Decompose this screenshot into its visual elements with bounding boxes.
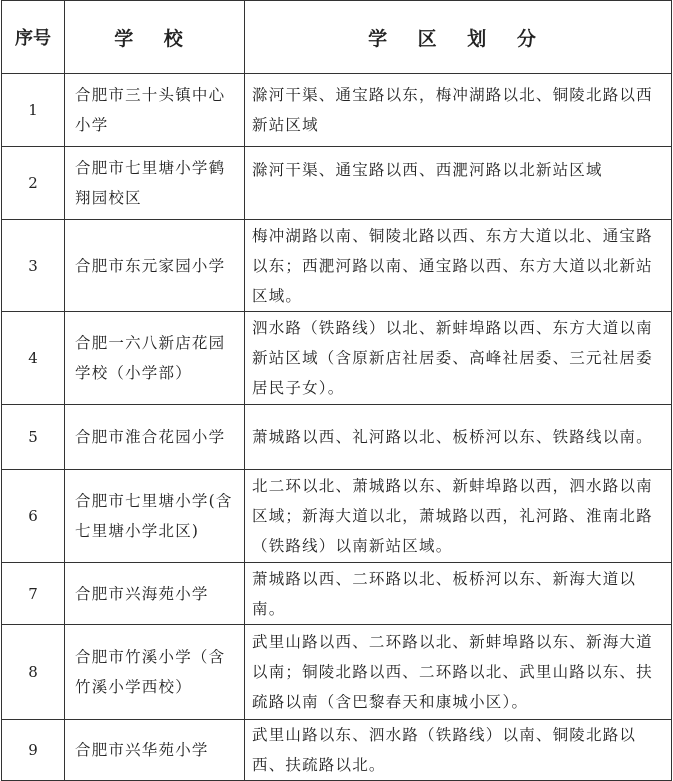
row-number: 9	[2, 720, 65, 781]
row-number: 8	[2, 625, 65, 720]
district-description: 滁河干渠、通宝路以东，梅冲湖路以北、铜陵北路以西新站区域	[245, 74, 672, 147]
table-row	[2, 405, 672, 470]
district-description: 武里山路以东、泗水路（铁路线）以南、铜陵北路以西、扶疏路以北。	[245, 720, 672, 781]
school-name: 合肥一六八新店花园学校（小学部）	[65, 312, 245, 405]
school-name: 合肥市七里塘小学鹤翔园校区	[65, 147, 245, 220]
row-number: 1	[2, 74, 65, 147]
header-no: 序号	[2, 1, 65, 74]
school-name: 合肥市淮合花园小学	[65, 405, 245, 470]
table-row	[2, 470, 672, 563]
row-number: 6	[2, 470, 65, 563]
school-name: 合肥市竹溪小学（含竹溪小学西校）	[65, 625, 245, 720]
school-name: 合肥市七里塘小学(含七里塘小学北区)	[65, 470, 245, 563]
header-district: 学 区 划 分	[245, 1, 672, 74]
row-number: 4	[2, 312, 65, 405]
table-row	[2, 312, 672, 405]
school-name: 合肥市兴华苑小学	[65, 720, 245, 781]
table-row	[2, 220, 672, 312]
school-name: 合肥市兴海苑小学	[65, 563, 245, 625]
district-description: 泗水路（铁路线）以北、新蚌埠路以西、东方大道以南新站区域（含原新店社居委、高峰社居委、三元社居委居民子女）。	[245, 312, 672, 405]
district-description: 梅冲湖路以南、铜陵北路以西、东方大道以北、通宝路以东；西淝河路以南、通宝路以西、东方大道以北新站区域。	[245, 220, 672, 312]
row-number: 2	[2, 147, 65, 220]
school-district-table	[1, 0, 672, 781]
table-row	[2, 74, 672, 147]
district-description: 萧城路以西、二环路以北、板桥河以东、新海大道以南。	[245, 563, 672, 625]
table-row	[2, 147, 672, 220]
row-number: 7	[2, 563, 65, 625]
district-description: 北二环以北、萧城路以东、新蚌埠路以西，泗水路以南区域；新海大道以北，萧城路以西，礼河路、淮南北路（铁路线）以南新站区域。	[245, 470, 672, 563]
school-name: 合肥市三十头镇中心小学	[65, 74, 245, 147]
table-row	[2, 720, 672, 781]
header-school: 学 校	[65, 1, 245, 74]
district-description: 滁河干渠、通宝路以西、西淝河路以北新站区域	[245, 147, 672, 220]
row-number: 3	[2, 220, 65, 312]
header-row	[2, 1, 672, 74]
row-number: 5	[2, 405, 65, 470]
school-name: 合肥市东元家园小学	[65, 220, 245, 312]
table-row	[2, 563, 672, 625]
district-description: 萧城路以西、礼河路以北、板桥河以东、铁路线以南。	[245, 405, 672, 470]
table-row	[2, 625, 672, 720]
district-description: 武里山路以西、二环路以北、新蚌埠路以东、新海大道以南；铜陵北路以西、二环路以北、武里山路以东、扶疏路以南（含巴黎春天和康城小区）。	[245, 625, 672, 720]
